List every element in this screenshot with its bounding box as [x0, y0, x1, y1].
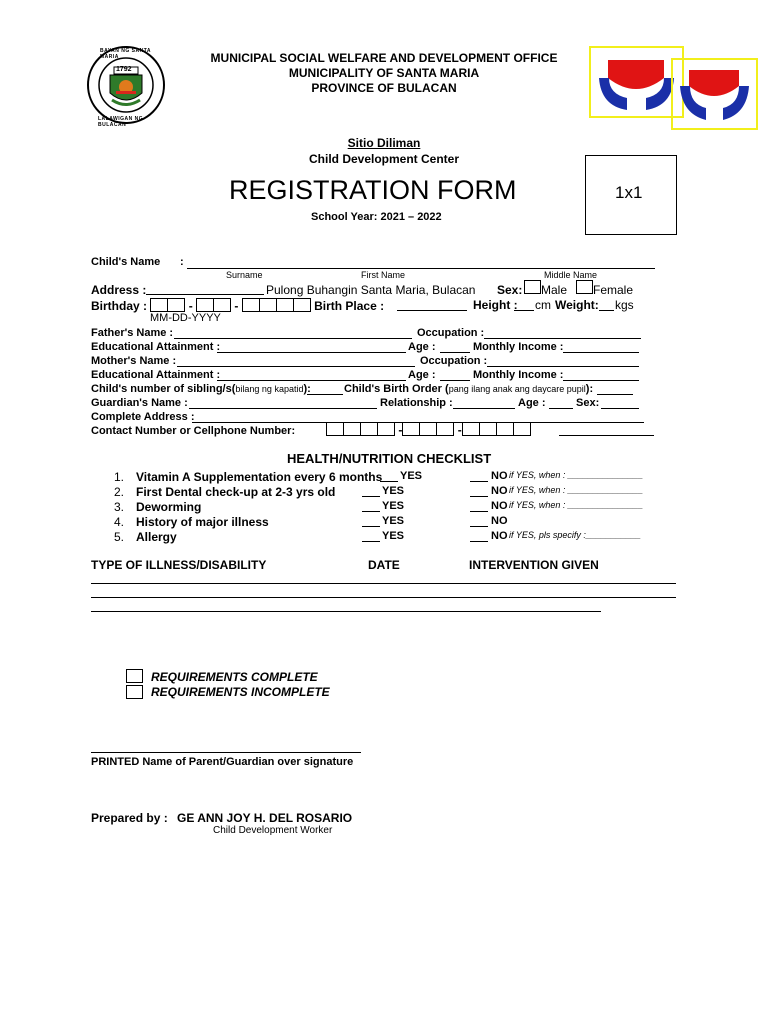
birthday-month-boxes[interactable] — [150, 299, 185, 313]
siblings-note: bilang ng kapatid — [235, 384, 304, 394]
address-value[interactable]: Pulong Buhangin Santa Maria, Bulacan — [266, 283, 476, 297]
birth-place-field[interactable] — [397, 310, 467, 311]
checklist-yes-label: YES — [382, 485, 405, 497]
birth-order-label: Child's Birth Order ( — [344, 383, 449, 395]
prepared-by-label: Prepared by : — [91, 811, 168, 825]
checklist-yes-label: YES — [382, 515, 405, 527]
address-blank[interactable] — [146, 294, 264, 295]
father-income-field[interactable] — [563, 352, 639, 353]
childs-name-field[interactable] — [187, 268, 655, 269]
date-format-hint: MM-DD-YYYY — [150, 312, 221, 324]
father-education-field[interactable] — [217, 352, 406, 353]
checklist-item-number: 4. — [114, 515, 125, 529]
photo-box-1x1 — [585, 155, 677, 235]
checklist-no-label: NO — [491, 500, 508, 512]
checklist-no-label: NO — [491, 515, 508, 527]
mother-education-field[interactable] — [217, 380, 406, 381]
illness-line-3[interactable] — [91, 611, 601, 612]
cm-unit: cm — [535, 298, 551, 312]
middlename-caption: Middle Name — [544, 270, 598, 280]
checklist-item-number: 5. — [114, 530, 125, 544]
intervention-label: INTERVENTION GIVEN — [469, 558, 599, 572]
checklist-yes-label: YES — [382, 530, 405, 542]
surname-caption: Surname — [226, 270, 263, 280]
checklist-no-blank[interactable] — [470, 515, 488, 527]
mother-age-field[interactable] — [440, 380, 470, 381]
dswd-hands-icon — [673, 60, 756, 128]
illness-line-2[interactable] — [91, 597, 676, 598]
male-label: Male — [541, 283, 568, 297]
school-year: School Year: 2021 – 2022 — [311, 211, 442, 223]
mother-age-label: Age : — [408, 369, 436, 381]
sitio-name: Sitio Diliman — [347, 136, 421, 150]
checklist-no-label: NO — [491, 470, 508, 482]
checklist-note: if YES, when : _______________ — [509, 470, 643, 480]
relationship-field[interactable] — [453, 408, 515, 409]
mother-income-label: Monthly Income : — [473, 369, 564, 381]
guardian-age-label: Age : — [518, 397, 546, 409]
guardians-name-field[interactable] — [189, 408, 377, 409]
mothers-name-label: Mother's Name : — [91, 355, 177, 367]
father-income-label: Monthly Income : — [473, 341, 564, 353]
mother-occupation-field[interactable] — [487, 366, 639, 367]
siblings-field[interactable] — [307, 394, 343, 395]
checklist-yes-blank[interactable] — [380, 470, 398, 482]
weight-label: Weight: — [555, 298, 599, 312]
female-checkbox[interactable] — [576, 280, 593, 294]
male-checkbox[interactable] — [524, 280, 541, 294]
checklist-no-blank[interactable] — [470, 530, 488, 542]
checklist-item-label: First Dental check-up at 2-3 yrs old — [136, 485, 336, 499]
signature-line[interactable] — [91, 752, 361, 753]
height-field[interactable] — [514, 310, 534, 311]
dswd-hands-icon — [591, 48, 682, 116]
form-title: REGISTRATION FORM — [229, 175, 517, 205]
contact-number-extra-field[interactable] — [559, 435, 654, 436]
type-of-illness-label: TYPE OF ILLNESS/DISABILITY — [91, 558, 267, 572]
requirements-complete-checkbox[interactable] — [126, 669, 143, 683]
sex-label: Sex: — [497, 283, 523, 297]
checklist-item-label: Vitamin A Supplementation every 6 months — [136, 470, 383, 484]
checklist-item-label: Allergy — [136, 530, 177, 544]
height-label: Height : — [473, 298, 518, 312]
fathers-name-label: Father's Name : — [91, 327, 174, 339]
checklist-no-blank[interactable] — [470, 485, 488, 497]
prepared-by-name: GE ANN JOY H. DEL ROSARIO — [177, 811, 353, 825]
mother-occupation-label: Occupation : — [420, 355, 488, 367]
checklist-no-blank[interactable] — [470, 500, 488, 512]
prepared-by-title: Child Development Worker — [213, 825, 333, 836]
weight-field[interactable] — [599, 310, 614, 311]
requirements-complete-label: REQUIREMENTS COMPLETE — [151, 670, 318, 684]
checklist-no-label: NO — [491, 530, 508, 542]
complete-address-label: Complete Address : — [91, 411, 195, 423]
guardian-age-field[interactable] — [549, 408, 573, 409]
center-name: Child Development Center — [308, 152, 460, 166]
mother-income-field[interactable] — [563, 380, 639, 381]
father-occupation-label: Occupation : — [417, 327, 485, 339]
checklist-no-blank[interactable] — [470, 470, 488, 482]
siblings-label: Child's number of sibling/s( — [91, 383, 236, 395]
birth-order-note: pang ilang anak ang daycare pupil — [448, 384, 586, 394]
checklist-no-label: NO — [491, 485, 508, 497]
relationship-label: Relationship : — [380, 397, 453, 409]
checklist-yes-blank[interactable] — [362, 500, 380, 512]
guardian-sex-label: Sex: — [576, 397, 600, 409]
office-line-1: MUNICIPAL SOCIAL WELFARE AND DEVELOPMENT OFFICE — [210, 51, 558, 65]
contact-number-boxes[interactable]: - - — [326, 422, 531, 437]
illness-line-1[interactable] — [91, 583, 676, 584]
checklist-yes-blank[interactable] — [362, 515, 380, 527]
checklist-yes-label: YES — [382, 500, 405, 512]
seal-year: 1792 — [116, 66, 132, 73]
childs-name-label: Child's Name — [91, 256, 161, 268]
checklist-note: if YES, when : _______________ — [509, 500, 643, 510]
guardians-name-label: Guardian's Name : — [91, 397, 188, 409]
photo-box-label: 1x1 — [615, 183, 643, 202]
mothers-name-field[interactable] — [177, 366, 415, 367]
checklist-yes-blank[interactable] — [362, 485, 380, 497]
birth-order-field[interactable] — [597, 394, 633, 395]
father-age-label: Age : — [408, 341, 436, 353]
firstname-caption: First Name — [361, 270, 406, 280]
father-education-label: Educational Attainment : — [91, 341, 221, 353]
printed-name-label: PRINTED Name of Parent/Guardian over signature — [91, 756, 354, 768]
contact-number-label: Contact Number or Cellphone Number: — [91, 425, 296, 437]
seal-text-top: BAYAN NG SANTA MARIA — [100, 48, 151, 60]
checklist-note: if YES, when : _______________ — [509, 485, 643, 495]
mother-education-label: Educational Attainment : — [91, 369, 221, 381]
checklist-item-number: 1. — [114, 470, 125, 484]
fathers-name-field[interactable] — [174, 338, 412, 339]
office-line-3: PROVINCE OF BULACAN — [311, 81, 457, 95]
checklist-note: if YES, pls specify :___________ — [509, 530, 641, 540]
dswd-logo-1 — [589, 46, 684, 118]
birth-place-label: Birth Place : — [314, 299, 385, 313]
checklist-item-label: History of major illness — [136, 515, 269, 529]
address-label: Address : — [91, 283, 147, 297]
requirements-incomplete-checkbox[interactable] — [126, 685, 143, 699]
father-age-field[interactable] — [440, 352, 470, 353]
checklist-heading: HEALTH/NUTRITION CHECKLIST — [287, 451, 492, 466]
checklist-item-label: Deworming — [136, 500, 202, 514]
office-line-2: MUNICIPALITY OF SANTA MARIA — [288, 66, 480, 80]
kgs-unit: kgs — [615, 298, 634, 312]
guardian-sex-field[interactable] — [601, 408, 639, 409]
female-label: Female — [593, 283, 634, 297]
dswd-logo-2 — [671, 58, 758, 130]
date-label: DATE — [368, 558, 400, 572]
seal-text-bottom: LALAWIGAN NG BULACAN — [98, 116, 144, 128]
birthday-label: Birthday : — [91, 299, 148, 313]
checklist-item-number: 3. — [114, 500, 125, 514]
checklist-item-number: 2. — [114, 485, 125, 499]
checklist-yes-label: YES — [400, 470, 423, 482]
checklist-yes-blank[interactable] — [362, 530, 380, 542]
birthday-year-boxes[interactable] — [242, 299, 311, 313]
birthday-day-boxes[interactable] — [196, 299, 231, 313]
childs-name-colon: : — [180, 256, 184, 268]
requirements-incomplete-label: REQUIREMENTS INCOMPLETE — [151, 685, 330, 699]
father-occupation-field[interactable] — [484, 338, 641, 339]
